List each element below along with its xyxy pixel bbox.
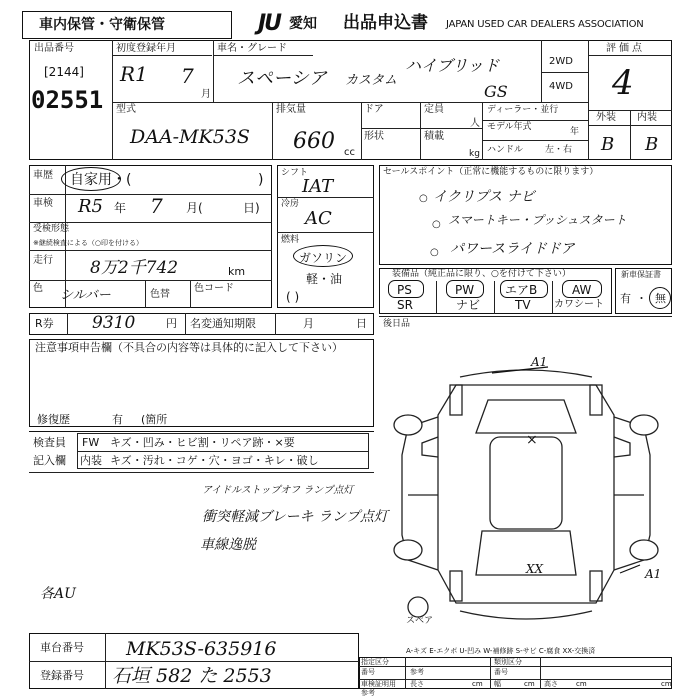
registration-era: R1 <box>120 62 148 86</box>
brand-logo: JU <box>258 11 281 36</box>
equipment-label: 装備品（純正品に限り、○を付けて下さい） <box>392 269 571 279</box>
rear-bumper-outline <box>460 611 592 619</box>
storage-badge: 車内保管・守衛保管 <box>22 11 232 39</box>
drive-4wd: 4WD <box>549 81 573 92</box>
inspection-era: R5 <box>78 196 104 217</box>
fuel-gasoline: ガソリン <box>299 251 348 265</box>
displacement-value: 660 <box>293 129 335 154</box>
damage-mark-roof: × <box>526 432 538 448</box>
interior-grade: B <box>645 134 659 155</box>
ps-checked <box>388 280 424 298</box>
inspector-note-3: 車線逸脱 <box>200 537 256 553</box>
lot-label: 出品番号 <box>34 43 74 54</box>
lot-sub-number: [2144] <box>44 65 84 79</box>
org-name: 愛知 <box>289 16 317 32</box>
airbag-checked <box>500 280 548 298</box>
warranty-no: 無 <box>655 292 666 305</box>
private-use-circle <box>61 167 121 191</box>
registration-label: 初度登録年月 <box>116 43 176 54</box>
lot-number: 02551 <box>31 86 104 114</box>
front-bumper-outline <box>460 370 592 377</box>
wheel-front-left <box>394 415 422 435</box>
car-grade: GS <box>484 82 508 101</box>
registration-month: 7 <box>181 64 194 88</box>
car-model: スペーシア <box>237 68 327 89</box>
inspector-extra: 各AU <box>40 586 76 602</box>
inspector-note-1: アイドルストップオフ ランプ点灯 <box>202 485 354 496</box>
damage-legend: A-キズ E-エクボ U-凹み W-補修跡 S-サビ C-腐食 XX-交換済 <box>406 647 596 655</box>
score-value: 4 <box>612 63 634 103</box>
roof-outline <box>490 437 562 529</box>
recycle-value: 9310 <box>92 313 136 333</box>
vehicle-damage-diagram <box>378 345 674 645</box>
gasoline-circle <box>293 245 353 267</box>
chassis-number: MK53S-635916 <box>126 638 277 660</box>
inspector-line2: キズ・汚れ・コゲ・穴・ヨゴ・キレ・破し <box>110 454 319 467</box>
car-hybrid: ハイブリッド <box>405 56 500 75</box>
inspection-month: 7 <box>150 194 163 218</box>
damage-mark-rear: A1 <box>645 567 662 581</box>
wheel-front-right <box>630 415 658 435</box>
sales-points-label: セールスポイント（正常に機能するものに限ります） <box>383 167 599 177</box>
aw-checked <box>562 280 602 298</box>
vehicle-info-table <box>29 40 672 160</box>
type-label: 型式 <box>116 104 136 115</box>
sales-point-2: スマートキー・プッシュスタート <box>448 213 627 227</box>
type-value: DAA-MK53S <box>130 126 250 148</box>
damage-mark-front: A1 <box>531 355 548 369</box>
spare-tire <box>408 597 428 617</box>
wheel-rear-right <box>630 540 658 560</box>
drive-2wd: 2WD <box>549 56 573 67</box>
damage-arrow-rear <box>620 565 640 573</box>
color-value: シルバー <box>60 288 111 303</box>
association-name: JAPAN USED CAR DEALERS ASSOCIATION <box>446 19 644 30</box>
exterior-grade: B <box>601 134 615 155</box>
sales-point-3: パワースライドドア <box>450 241 575 257</box>
inspector-line1: キズ・凹み・ヒビ割・リペア跡・×要 <box>110 436 295 449</box>
car-name-label: 車名・グレード <box>217 43 287 54</box>
score-label: 評価点 <box>606 43 645 54</box>
ac-value: AC <box>305 208 332 229</box>
damage-mark-glass: XX <box>526 562 544 576</box>
mileage-value: 8万2千742 <box>90 258 179 278</box>
sales-point-1: イクリプス ナビ <box>433 189 535 205</box>
pw-checked <box>446 280 484 298</box>
plate-number: 石垣 582 た 2553 <box>112 665 272 687</box>
car-variant: カスタム <box>345 73 398 88</box>
history-value: 自家用・( <box>70 172 132 188</box>
wheel-rear-left <box>394 540 422 560</box>
displacement-label: 排気量 <box>276 104 306 115</box>
spare-label: スペア <box>406 616 434 626</box>
form-title: 出品申込書 <box>343 13 428 33</box>
inspector-note-2: 衝突軽減ブレーキ ランプ点灯 <box>202 509 388 525</box>
shift-value: IAT <box>302 176 334 197</box>
